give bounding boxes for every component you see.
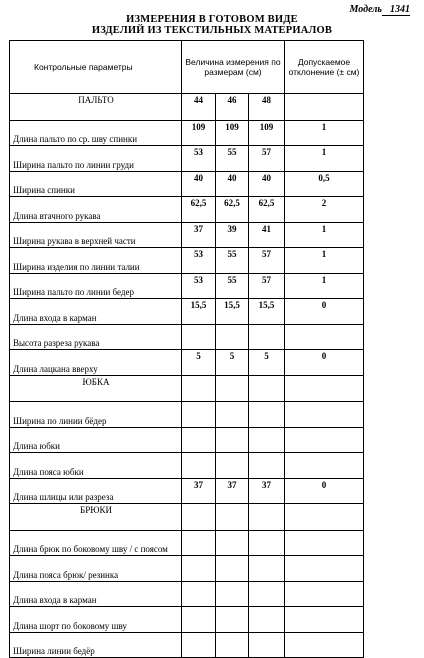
row-label: Ширина пальто по линии груди (10, 146, 182, 172)
tolerance-value (285, 530, 364, 556)
row-label: Длина пояса юбки (10, 453, 182, 479)
table-row (10, 478, 364, 504)
table-row (10, 556, 364, 582)
size-48-value (249, 402, 285, 428)
table-row (10, 324, 364, 350)
header-tolerance: Допускаемое отклонение (± см) (285, 41, 364, 94)
header-params: Контрольные параметры (10, 41, 182, 94)
size-44-value: 62,5 (182, 197, 216, 223)
section-row (10, 94, 364, 121)
tolerance-value (285, 556, 364, 582)
document-subtitle: ИЗДЕЛИЙ ИЗ ТЕКСТИЛЬНЫХ МАТЕРИАЛОВ (91, 25, 333, 36)
tolerance-value: 0 (285, 350, 364, 376)
size-44-value: 53 (182, 146, 216, 172)
row-label: Высота разреза рукава (10, 324, 182, 350)
table-row (10, 530, 364, 556)
size-48-value: 15,5 (249, 299, 285, 325)
table-row (10, 581, 364, 607)
size-48-value: 109 (249, 120, 285, 146)
size-44-value (182, 453, 216, 479)
row-label: Ширина линии бедёр (10, 632, 182, 658)
row-label: Длина втачного рукава (10, 197, 182, 223)
section-label: ЮБКА (10, 375, 182, 402)
size-46-value: 55 (216, 146, 249, 172)
size-44-value: 40 (182, 171, 216, 197)
size-46-value: 15,5 (216, 299, 249, 325)
tolerance-value (285, 504, 364, 531)
size-48-value (249, 375, 285, 402)
size-44-value (182, 530, 216, 556)
tolerance-value: 1 (285, 222, 364, 248)
table-row (10, 248, 364, 274)
size-48-value: 48 (249, 94, 285, 121)
section-label: БРЮКИ (10, 504, 182, 531)
row-label: Длина входа в карман (10, 299, 182, 325)
size-46-value (216, 530, 249, 556)
row-label: Длина пальто по ср. шву спинки (10, 120, 182, 146)
size-44-value (182, 607, 216, 633)
size-48-value: 40 (249, 171, 285, 197)
tolerance-value (285, 375, 364, 402)
size-46-value (216, 453, 249, 479)
row-label: Длина шорт по боковому шву (10, 607, 182, 633)
size-46-value (216, 581, 249, 607)
tolerance-value (285, 581, 364, 607)
size-46-value (216, 402, 249, 428)
table-row (10, 453, 364, 479)
row-label: Ширина по линии бёдер (10, 402, 182, 428)
tolerance-value (285, 402, 364, 428)
size-48-value (249, 427, 285, 453)
size-48-value: 41 (249, 222, 285, 248)
row-label: Ширина рукава в верхней части (10, 222, 182, 248)
size-48-value: 5 (249, 350, 285, 376)
tolerance-value: 0 (285, 299, 364, 325)
size-44-value: 37 (182, 222, 216, 248)
section-row (10, 504, 364, 531)
size-46-value: 37 (216, 478, 249, 504)
size-46-value: 40 (216, 171, 249, 197)
size-46-value: 5 (216, 350, 249, 376)
size-44-value: 15,5 (182, 299, 216, 325)
size-44-value: 53 (182, 273, 216, 299)
size-46-value: 55 (216, 248, 249, 274)
row-label: Длина лацкана вверху (10, 350, 182, 376)
size-44-value (182, 324, 216, 350)
size-44-value (182, 375, 216, 402)
tolerance-value: 2 (285, 197, 364, 223)
size-46-value: 62,5 (216, 197, 249, 223)
size-46-value (216, 556, 249, 582)
size-44-value: 109 (182, 120, 216, 146)
size-46-value (216, 607, 249, 633)
tolerance-value (285, 324, 364, 350)
size-46-value: 39 (216, 222, 249, 248)
size-48-value: 37 (249, 478, 285, 504)
table-row (10, 273, 364, 299)
size-48-value: 57 (249, 146, 285, 172)
size-44-value: 5 (182, 350, 216, 376)
tolerance-value: 0,5 (285, 171, 364, 197)
row-label: Ширина пальто по линии бедер (10, 273, 182, 299)
row-label: Длина шлицы или разреза (10, 478, 182, 504)
tolerance-value: 1 (285, 146, 364, 172)
tolerance-value: 1 (285, 273, 364, 299)
table-row (10, 402, 364, 428)
measurement-table-body (10, 41, 364, 658)
row-label: Длина входа в карман (10, 581, 182, 607)
row-label: Длина пояса брюк/ резинка (10, 556, 182, 582)
size-46-value (216, 504, 249, 531)
size-44-value (182, 402, 216, 428)
size-48-value (249, 607, 285, 633)
size-44-value (182, 504, 216, 531)
size-48-value (249, 530, 285, 556)
size-46-value (216, 375, 249, 402)
tolerance-value (285, 94, 364, 121)
measurement-table (9, 40, 364, 658)
document-title: ИЗМЕРЕНИЯ В ГОТОВОМ ВИДЕ (126, 14, 298, 25)
row-label: Ширина спинки (10, 171, 182, 197)
table-header-row (10, 41, 364, 94)
tolerance-value (285, 453, 364, 479)
row-label: Длина брюк по боковому шву / с поясом (10, 530, 182, 556)
size-48-value (249, 504, 285, 531)
section-row (10, 375, 364, 402)
size-46-value (216, 427, 249, 453)
tolerance-value (285, 607, 364, 633)
size-44-value (182, 556, 216, 582)
table-row (10, 222, 364, 248)
size-48-value (249, 453, 285, 479)
table-row (10, 427, 364, 453)
table-row (10, 607, 364, 633)
size-44-value (182, 581, 216, 607)
row-label: Ширина изделия по линии талии (10, 248, 182, 274)
table-row (10, 146, 364, 172)
model-number-value: 1341 (382, 4, 410, 16)
table-row (10, 350, 364, 376)
size-48-value: 62,5 (249, 197, 285, 223)
tolerance-value: 1 (285, 248, 364, 274)
size-46-value: 55 (216, 273, 249, 299)
size-44-value (182, 427, 216, 453)
table-row (10, 171, 364, 197)
tolerance-value: 0 (285, 478, 364, 504)
size-44-value: 44 (182, 94, 216, 121)
size-48-value (249, 581, 285, 607)
tolerance-value: 1 (285, 120, 364, 146)
model-label: Модель (349, 4, 382, 15)
tolerance-value (285, 427, 364, 453)
table-row (10, 197, 364, 223)
size-46-value: 109 (216, 120, 249, 146)
size-48-value: 57 (249, 248, 285, 274)
table-row (10, 120, 364, 146)
size-48-value (249, 324, 285, 350)
size-48-value: 57 (249, 273, 285, 299)
table-row (10, 299, 364, 325)
section-label: ПАЛЬТО (10, 94, 182, 121)
size-46-value (216, 324, 249, 350)
header-sizes: Величина измерения по размерам (см) (182, 41, 285, 94)
size-48-value (249, 556, 285, 582)
size-44-value: 37 (182, 478, 216, 504)
size-46-value: 46 (216, 94, 249, 121)
row-label: Длина юбки (10, 427, 182, 453)
size-44-value: 53 (182, 248, 216, 274)
